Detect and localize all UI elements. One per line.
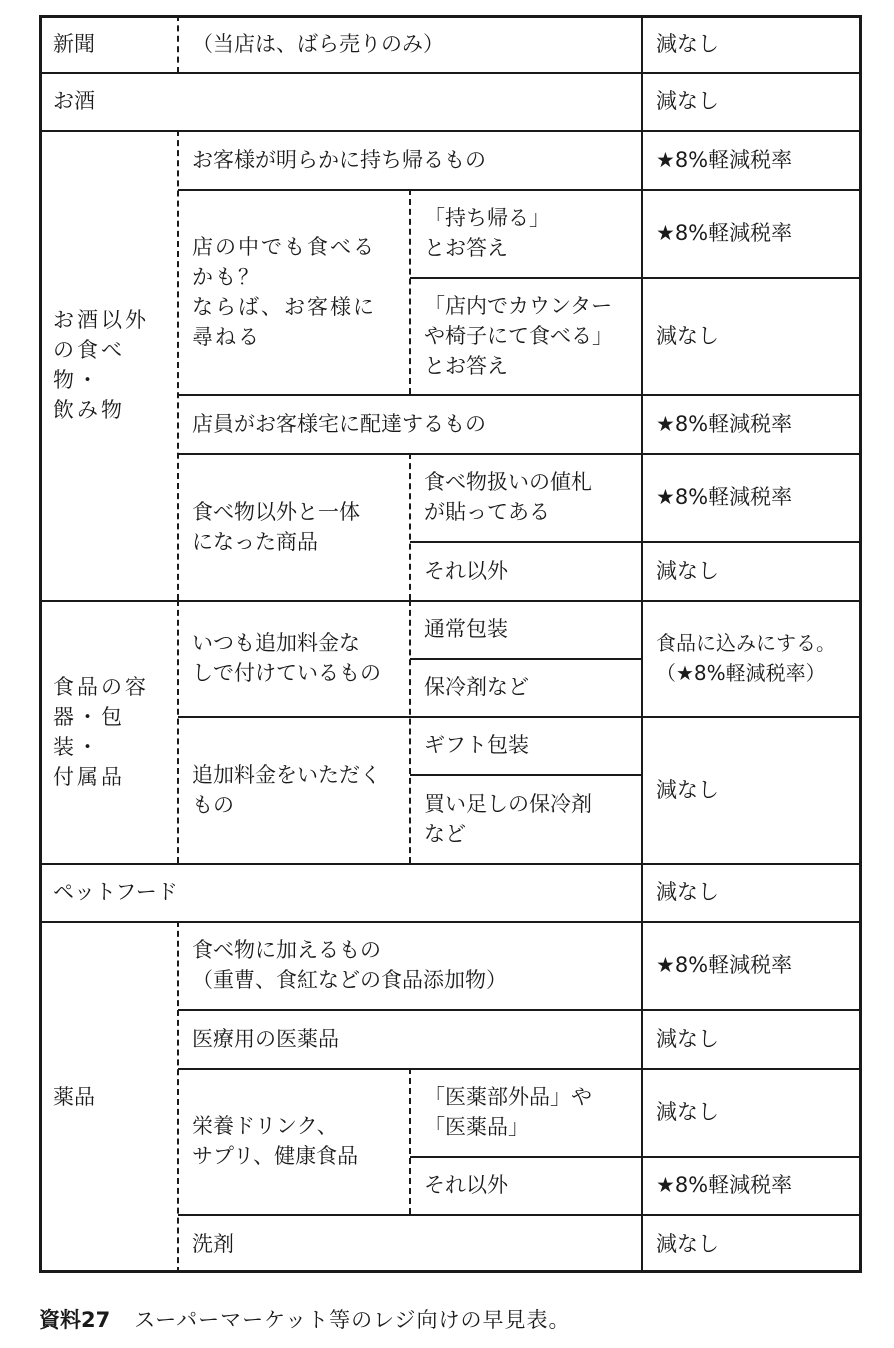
- free-normal-wrapping: 通常包装: [424, 617, 508, 641]
- item-paid-packaging: 追加料金をいただく もの: [192, 762, 381, 817]
- rate-petfood: 減なし: [656, 880, 719, 904]
- rate-alcohol: 減なし: [656, 89, 719, 113]
- rate-bundled-other: 減なし: [656, 558, 719, 583]
- item-medical-drug: 医療用の医薬品: [192, 1026, 339, 1051]
- bundled-food-price-tag: 食べ物扱いの値札 が貼ってある: [424, 470, 592, 524]
- category-containers: 食品の容 器・包装・ 付属品: [53, 674, 149, 789]
- item-delivery: 店員がお客様宅に配達するもの: [192, 411, 486, 436]
- rate-paid-packaging: 減なし: [656, 777, 719, 802]
- rate-supplement-other: ★8%軽減税率: [656, 1173, 793, 1197]
- rate-supplement-quasi-drug: 減なし: [656, 1100, 719, 1124]
- item-detergent: 洗剤: [192, 1231, 234, 1256]
- supplement-quasi-drug: 「医薬部外品」や 「医薬品」: [424, 1085, 592, 1139]
- rate-newspaper: 減なし: [656, 32, 719, 56]
- category-medicine: 薬品: [53, 1085, 95, 1109]
- rate-detergent: 減なし: [656, 1231, 719, 1256]
- item-newspaper: （当店は、ばら売りのみ）: [192, 32, 444, 56]
- caption-text: スーパーマーケット等のレジ向けの早見表。: [134, 1308, 571, 1332]
- figure-caption: [39, 1302, 571, 1336]
- category-newspaper: 新聞: [53, 32, 95, 56]
- item-free-packaging: いつも追加料金な しで付けているもの: [192, 631, 381, 685]
- item-bundled: 食べ物以外と一体 になった商品: [192, 499, 360, 554]
- item-supplements: 栄養ドリンク、 サプリ、健康食品: [192, 1114, 359, 1168]
- rate-answer-takeout: ★8%軽減税率: [656, 221, 793, 245]
- rate-takeout: ★8%軽減税率: [656, 147, 793, 172]
- category-alcohol: お酒: [53, 89, 95, 113]
- bundled-other: それ以外: [424, 558, 508, 583]
- caption-label: 資料27: [39, 1308, 111, 1332]
- category-food-drink: お酒以外 の食べ物・ 飲み物: [53, 308, 149, 422]
- rate-answer-eat-in: 減なし: [656, 323, 719, 348]
- item-takeout: お客様が明らかに持ち帰るもの: [192, 147, 486, 172]
- rate-medical-drug: 減なし: [656, 1026, 719, 1051]
- answer-takeout: 「持ち帰る」 とお答え: [424, 206, 550, 260]
- paid-extra-ice-packs: 買い足しの保冷剤 など: [424, 791, 592, 846]
- paid-gift-wrapping: ギフト包装: [424, 733, 529, 757]
- supplement-other: それ以外: [424, 1173, 508, 1197]
- rate-food-additive: ★8%軽減税率: [656, 953, 793, 977]
- category-petfood: ペットフード: [53, 880, 178, 904]
- rate-bundled-food-price-tag: ★8%軽減税率: [656, 485, 793, 509]
- answer-eat-in: 「店内でカウンター や椅子にて食べる」 とお答え: [424, 293, 613, 378]
- item-food-additive: 食べ物に加えるもの （重曹、食紅などの食品添加物）: [192, 938, 507, 992]
- rate-free-packaging: 食品に込みにする。 （★8%軽減税率）: [656, 631, 836, 685]
- item-ask-customer: 店の中でも食べる かも？ ならば、お客様に 尋ねる: [192, 234, 376, 349]
- free-ice-packs: 保冷剤など: [424, 675, 529, 699]
- rate-delivery: ★8%軽減税率: [656, 411, 793, 436]
